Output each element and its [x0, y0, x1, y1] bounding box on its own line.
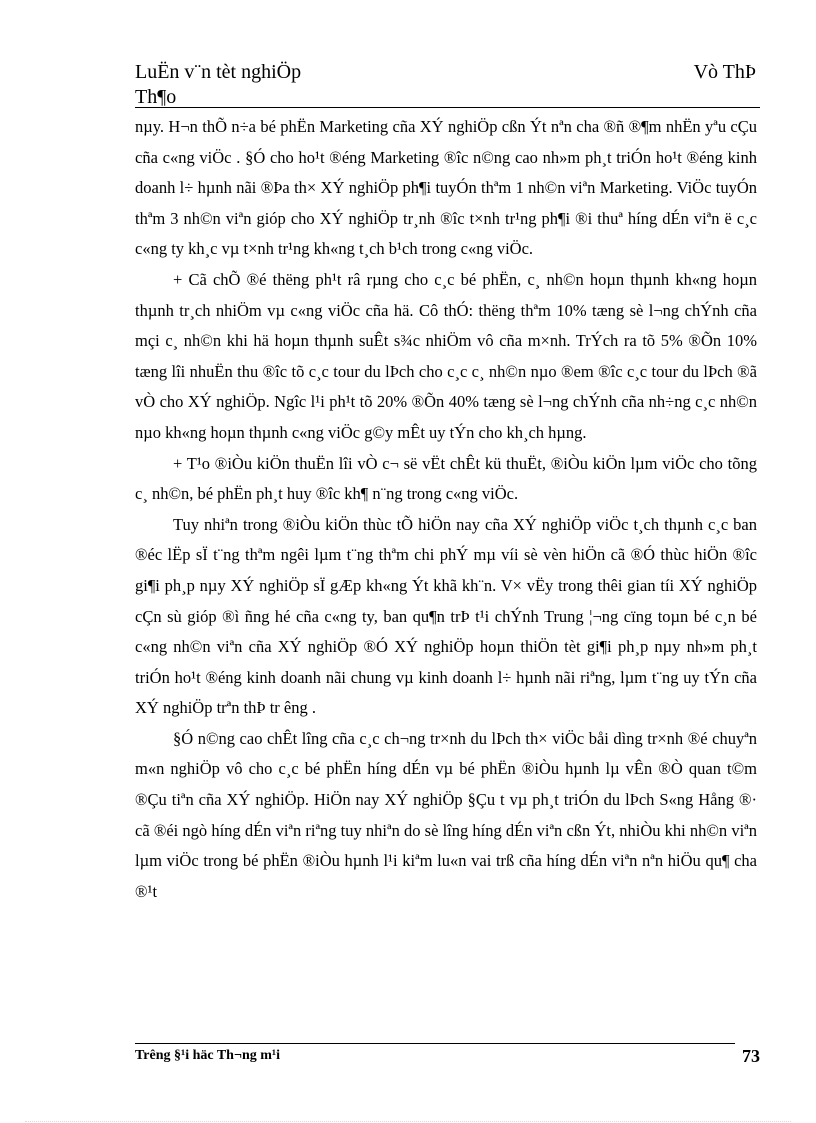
- header-divider: [135, 107, 760, 108]
- paragraph-4: Tuy nhiªn trong ®iÒu kiÖn thùc tÕ hiÖn nay cña XÝ nghiÖp viÖc t¸ch thµnh c¸c ban ®éc lËp sÏ t¨ng thªm ngêi lµm t¨ng thªm chi phÝ mµ víi sè vèn hiÖn cã ®Ó thùc hiÖn ®îc gi¶i ph¸p nµy XÝ nghiÖp sÏ gÆp kh«ng Ýt khã kh¨n. V× vËy trong thêi gian tíi XÝ nghiÖp cÇn sù gióp ®ì ñng hé cña c«ng ty, ban qu¶n trÞ t¹i chÝnh Trung ¦¬ng cïng toµn bé c¸n bé c«ng nh©n viªn cña XÝ nghiÖp ®Ó XÝ nghiÖp hoµn thiÖn tèt gi¶i ph¸p nµy nh»m ph¸t triÓn ho¹t ®éng kinh doanh nãi chung vµ kinh doanh l÷ hµnh nãi riªng, lµm t¨ng uy tÝn cña XÝ nghiÖp trªn thÞ tr êng .: [135, 514, 757, 718]
- header-title: [135, 60, 301, 110]
- header-title-line2: Th¶o: [135, 86, 177, 108]
- footer-school: Trêng §¹i häc Th¬ng m¹i: [135, 1048, 280, 1063]
- paragraph-3: + T¹o ®iÒu kiÖn thuËn lîi vÒ c¬ së vËt chÊt kü thuËt, ®iÒu kiÖn lµm viÖc cho tõng c¸ nh©n, bé phËn ph¸t huy ®îc kh¶ n¨ng trong c«ng viÖc.: [135, 453, 757, 504]
- footer-divider: [135, 1043, 735, 1044]
- body-text: [135, 112, 757, 907]
- header-author: Vò ThÞ: [693, 61, 756, 83]
- paragraph-5: §Ó n©ng cao chÊt lîng cña c¸c ch¬ng tr×nh du lÞch th× viÖc båi dìng tr×nh ®é chuyªn m«n nghiÖp vô cho c¸c bé phËn híng dÉn vµ bé phËn ®iÒu hµnh lµ vÊn ®Ò quan t©m ®Çu tiªn cña XÝ nghiÖp. HiÖn nay XÝ nghiÖp §Çu t vµ ph¸t triÓn du lÞch S«ng Hång ®· cã ®éi ngò híng dÉn viªn riªng tuy nhiªn do sè lîng híng dÉn viªn cßn Ýt, nhiÒu khi nh©n viªn lµm viÖc trong bé phËn ®iÒu hµnh l¹i kiªm lu«n vai trß cña híng dÉn viªn nªn hiÖu qu¶ cha ®¹t: [135, 728, 757, 901]
- page-number: 73: [742, 1046, 760, 1066]
- header-title-line1: LuËn v¨n tèt nghiÖp: [135, 61, 302, 83]
- paragraph-1: nµy. H¬n thÕ n÷a bé phËn Marketing cña XÝ nghiÖp cßn Ýt nªn cha ®ñ ®¶m nhËn yªu cÇu cña c«ng viÖc . §Ó cho ho¹t ®éng Marketing ®îc n©ng cao nh»m ph¸t triÓn ho¹t ®éng kinh doanh l÷ hµnh nãi ®Þa th× XÝ nghiÖp ph¶i tuyÓn thªm 1 nh©n viªn Marketing. ViÖc tuyÓn thªm 3 nh©n viªn gióp cho XÝ nghiÖp tr¸nh ®îc t×nh tr¹ng ph¶i ®i thuª híng dÉn viªn ë c¸c c«ng ty kh¸c vµ t×nh tr¹ng kh«ng t¸ch b¹ch trong c«ng viÖc.: [135, 117, 757, 259]
- page-edge: [25, 1121, 791, 1122]
- paragraph-2: + Cã chÕ ®é thëng ph¹t râ rµng cho c¸c bé phËn, c¸ nh©n hoµn thµnh kh«ng hoµn thµnh tr¸ch nhiÖm vµ c«ng viÖc cña hä. Cô thÓ: thëng thªm 10% tæng sè l¬ng chÝnh cña mçi c¸ nh©n khi hä hoµn thµnh suÊt s¾c nhiÖm vô cña m×nh. TrÝch ra tõ 5% ®Õn 10% tæng lîi nhuËn thu ®îc tõ c¸c tour du lÞch cho c¸c c¸ nh©n nµo ®em ®îc c¸c tour du lÞch ®ã vÒ cho XÝ nghiÖp. Ngîc l¹i ph¹t tõ 20% ®Õn 40% tæng sè l¬ng chÝnh cña nh÷ng c¸c nh©n nµo kh«ng hoµn thµnh c«ng viÖc g©y mÊt uy tÝn cho kh¸ch hµng.: [135, 269, 757, 442]
